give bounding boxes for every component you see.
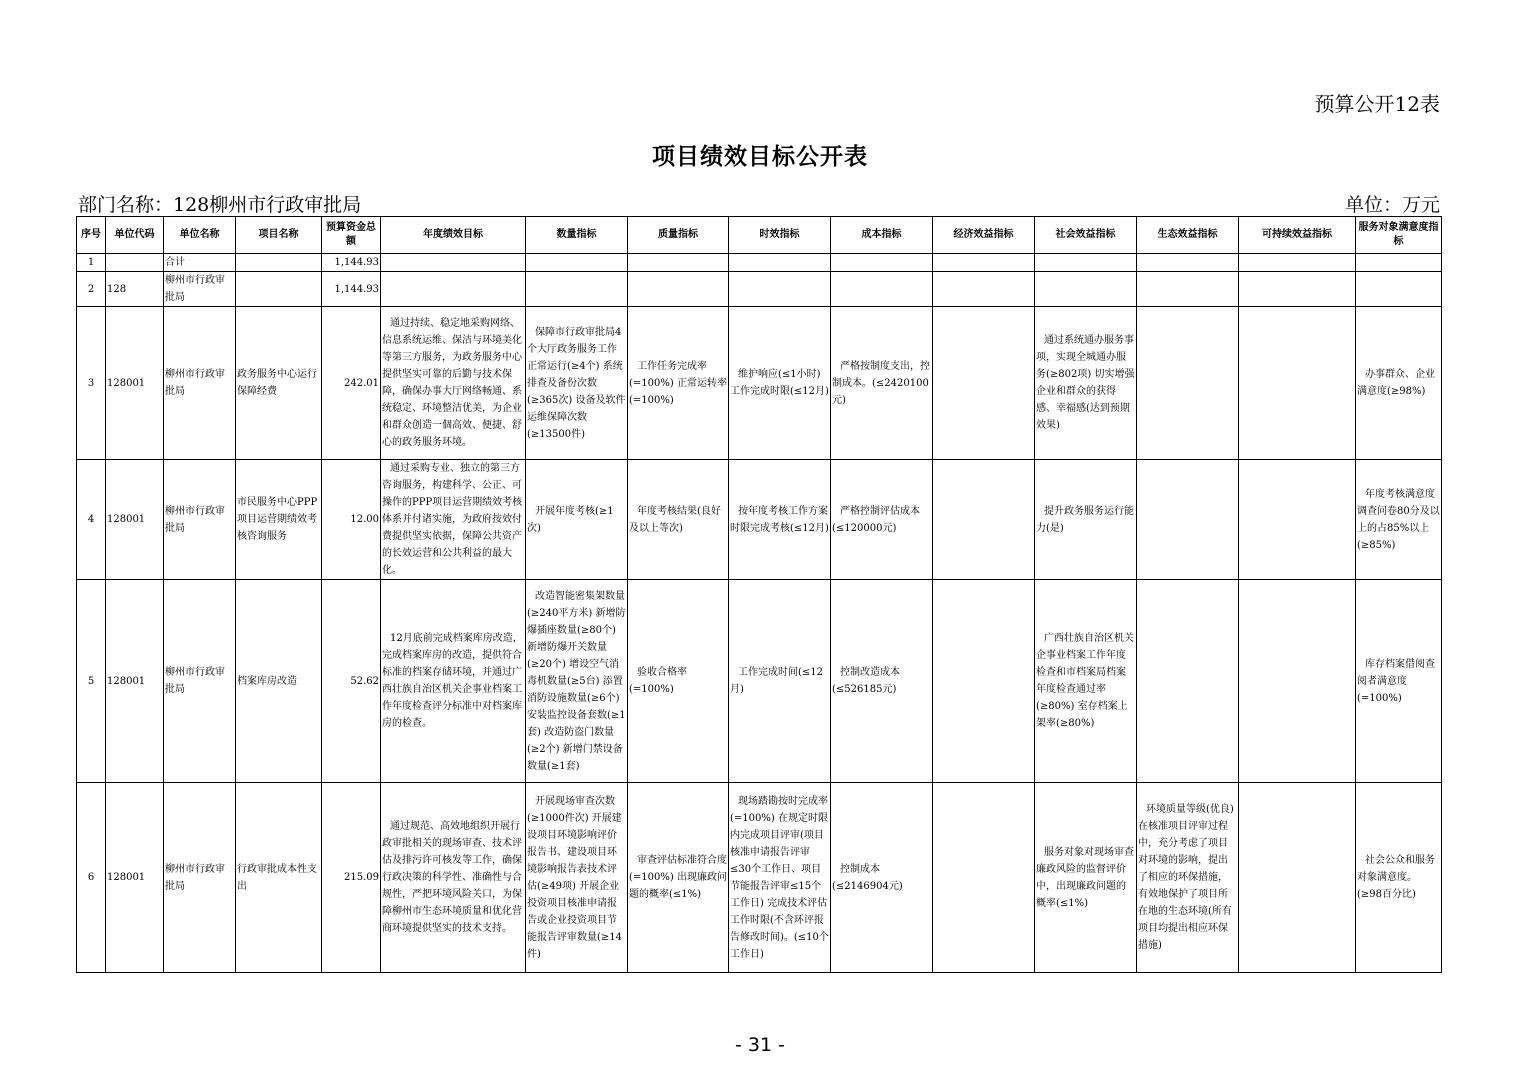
cell-quantity (526, 272, 628, 307)
cell-quality: 审查评估标准符合度(=100%) 出现廉政问题的概率(≤1%) (628, 783, 729, 973)
cell-ecological (1137, 272, 1239, 307)
header-cell: 社会效益指标 (1035, 217, 1137, 254)
cell-goal: 通过规范、高效地组织开展行政审批相关的现场审查、技术评估及排污许可核发等工作，确保行政决策的科学性、准确性与合规性，严把环境风险关口，为保障柳州市生态环境质量和优化营商环境提供坚实的技术支持。 (381, 783, 526, 973)
page-title: 项目绩效目标公开表 (652, 143, 868, 170)
cell-cost: 严格按制度支出，控制成本。(≤2420100元) (831, 307, 933, 460)
cell-quality: 年度考核结果(良好及以上等次) (628, 460, 729, 580)
cell-sustain (1239, 307, 1356, 460)
cell-timeliness (729, 272, 831, 307)
department-name: 部门名称：128柳州市行政审批局 (78, 194, 362, 216)
cell-satisfaction: 库存档案借阅查阅者满意度(=100%) (1356, 580, 1442, 783)
cell-timeliness: 维护响应(≤1小时) 工作完成时限(≤12月) (729, 307, 831, 460)
cell-code: 128001 (106, 580, 164, 783)
cell-no: 6 (77, 783, 106, 973)
cell-satisfaction (1356, 272, 1442, 307)
header-cell: 生态效益指标 (1137, 217, 1239, 254)
cell-economic (933, 307, 1035, 460)
cell-social (1035, 254, 1137, 272)
header-cell: 序号 (77, 217, 106, 254)
cell-social (1035, 272, 1137, 307)
cell-cost (831, 254, 933, 272)
cell-ecological (1137, 580, 1239, 783)
cell-budget: 215.09 (322, 783, 381, 973)
cell-social: 通过系统通办服务事项，实现全城通办服务(≥802项) 切实增强企业和群众的获得感、幸福感(达到预期效果) (1035, 307, 1137, 460)
header-cell: 服务对象满意度指标 (1356, 217, 1442, 254)
cell-project: 市民服务中心PPP项目运营期绩效考核咨询服务 (236, 460, 322, 580)
cell-quantity: 改造智能密集架数量(≥240平方米) 新增防爆插座数量(≥80个) 新增防爆开关数量(≥20个) 增设空气消毒机数量(≥5台) 添置消防设施数量(≥6个) 安装监控设备套数(≥1套) 改造防盗门数量(≥2个) 新增门禁设备数量(≥1套) (526, 580, 628, 783)
cell-social: 服务对象对现场审查廉政风险的监督评价中，出现廉政问题的概率(≤1%) (1035, 783, 1137, 973)
cell-budget: 12.00 (322, 460, 381, 580)
cell-ecological: 环境质量等级(优良) 在核准项目评审过程中，充分考虑了项目对环境的影响，提出了相应的环保措施，有效地保护了项目所在地的生态环境(所有项目均提出相应环保措施) (1137, 783, 1239, 973)
cell-quantity: 开展年度考核(≥1次) (526, 460, 628, 580)
cell-goal: 12月底前完成档案库房改造，完成档案库房的改造，提供符合标准的档案存储环境，并通过广西壮族自治区机关企事业档案工作年度检查评分标准中对档案库房的检查。 (381, 580, 526, 783)
header-cell: 项目名称 (236, 217, 322, 254)
cell-project (236, 254, 322, 272)
cell-quantity: 保障市行政审批局4个大厅政务服务工作正常运行(≥4个) 系统排查及备份次数(≥365次) 设备及软件运维保障次数(≥13500件) (526, 307, 628, 460)
header-cell: 单位名称 (164, 217, 236, 254)
cell-goal: 通过采购专业、独立的第三方咨询服务，构建科学、公正、可操作的PPP项目运营期绩效考核体系并付诸实施，为政府按效付费提供坚实依据，保障公共资产的长效运营和公共利益的最大化。 (381, 460, 526, 580)
header-cell: 数量指标 (526, 217, 628, 254)
cell-ecological (1137, 460, 1239, 580)
cell-sustain (1239, 580, 1356, 783)
cell-budget: 1,144.93 (322, 272, 381, 307)
cell-project: 档案库房改造 (236, 580, 322, 783)
table-row (77, 580, 1442, 783)
cell-goal: 通过持续、稳定地采购网络、信息系统运维、保洁与环境美化等第三方服务，为政务服务中心提供坚实可靠的后勤与技术保障，确保办事大厅网络畅通、系统稳定、环境整洁优美，为企业和群众创造一個高效、便捷、舒心的政务服务环境。 (381, 307, 526, 460)
header-cell: 经济效益指标 (933, 217, 1035, 254)
cell-no: 3 (77, 307, 106, 460)
cell-timeliness: 按年度考核工作方案时限完成考核(≤12月) (729, 460, 831, 580)
cell-satisfaction: 社会公众和服务对象满意度。(≥98百分比) (1356, 783, 1442, 973)
table-header-row (77, 217, 1442, 254)
cell-timeliness: 工作完成时间(≤12月) (729, 580, 831, 783)
cell-sustain (1239, 272, 1356, 307)
table-number: 预算公开12表 (1314, 92, 1440, 116)
cell-timeliness: 现场踏勘按时完成率(=100%) 在规定时限内完成项目评审(项目核准申请报告评审≤30个工作日、项目节能报告评审≤15个工作日) 完成技术评估工作时限(不含环评报告修改时间)。(≤10个工作日) (729, 783, 831, 973)
cell-code: 128001 (106, 307, 164, 460)
table-row (77, 254, 1442, 272)
cell-satisfaction: 办事群众、企业满意度(≥98%) (1356, 307, 1442, 460)
cell-unit: 柳州市行政审批局 (164, 272, 236, 307)
cell-code (106, 254, 164, 272)
performance-table (76, 216, 1442, 973)
cell-satisfaction: 年度考核满意度调查问卷80分及以上的占85%以上(≥85%) (1356, 460, 1442, 580)
cell-quality (628, 254, 729, 272)
cell-timeliness (729, 254, 831, 272)
header-cell: 成本指标 (831, 217, 933, 254)
cell-project: 行政审批成本性支出 (236, 783, 322, 973)
page-number: - 31 - (735, 1034, 785, 1056)
cell-quality: 工作任务完成率(=100%) 正常运转率(=100%) (628, 307, 729, 460)
unit-label: 单位：万元 (1344, 194, 1440, 216)
cell-cost: 控制改造成本(≤526185元) (831, 580, 933, 783)
cell-budget: 1,144.93 (322, 254, 381, 272)
table-row (77, 307, 1442, 460)
cell-economic (933, 272, 1035, 307)
cell-cost: 控制成本(≤2146904元) (831, 783, 933, 973)
cell-project (236, 272, 322, 307)
cell-economic (933, 254, 1035, 272)
cell-quantity: 开展现场审查次数(≥1000件次) 开展建设项目环境影响评价报告书、建设项目环境影响报告表技术评估(≥49项) 开展企业投资项目核准申请报告或企业投资项目节能报告评审数量(≥14件) (526, 783, 628, 973)
header-cell: 年度绩效目标 (381, 217, 526, 254)
cell-code: 128001 (106, 460, 164, 580)
cell-sustain (1239, 254, 1356, 272)
cell-ecological (1137, 254, 1239, 272)
cell-code: 128 (106, 272, 164, 307)
cell-cost: 严格控制评估成本(≤120000元) (831, 460, 933, 580)
cell-satisfaction (1356, 254, 1442, 272)
cell-code: 128001 (106, 783, 164, 973)
cell-economic (933, 460, 1035, 580)
cell-goal (381, 272, 526, 307)
cell-no: 5 (77, 580, 106, 783)
cell-no: 4 (77, 460, 106, 580)
table-row (77, 460, 1442, 580)
cell-ecological (1137, 307, 1239, 460)
cell-project: 政务服务中心运行保障经费 (236, 307, 322, 460)
header-cell: 质量指标 (628, 217, 729, 254)
cell-cost (831, 272, 933, 307)
cell-economic (933, 580, 1035, 783)
cell-unit: 合计 (164, 254, 236, 272)
cell-social: 广西壮族自治区机关企事业档案工作年度检查和市档案局档案年度检查通过率(≥80%) 室存档案上架率(≥80%) (1035, 580, 1137, 783)
cell-unit: 柳州市行政审批局 (164, 307, 236, 460)
table-row (77, 272, 1442, 307)
cell-budget: 52.62 (322, 580, 381, 783)
cell-sustain (1239, 460, 1356, 580)
cell-quantity (526, 254, 628, 272)
header-cell: 单位代码 (106, 217, 164, 254)
cell-unit: 柳州市行政审批局 (164, 460, 236, 580)
cell-no: 1 (77, 254, 106, 272)
cell-quality (628, 272, 729, 307)
header-cell: 可持续效益指标 (1239, 217, 1356, 254)
cell-sustain (1239, 783, 1356, 973)
cell-quality: 验收合格率(=100%) (628, 580, 729, 783)
header-cell: 时效指标 (729, 217, 831, 254)
cell-no: 2 (77, 272, 106, 307)
cell-goal (381, 254, 526, 272)
cell-economic (933, 783, 1035, 973)
cell-unit: 柳州市行政审批局 (164, 580, 236, 783)
cell-unit: 柳州市行政审批局 (164, 783, 236, 973)
cell-budget: 242.01 (322, 307, 381, 460)
table-row (77, 783, 1442, 973)
header-cell: 预算资金总额 (322, 217, 381, 254)
cell-social: 提升政务服务运行能力(是) (1035, 460, 1137, 580)
